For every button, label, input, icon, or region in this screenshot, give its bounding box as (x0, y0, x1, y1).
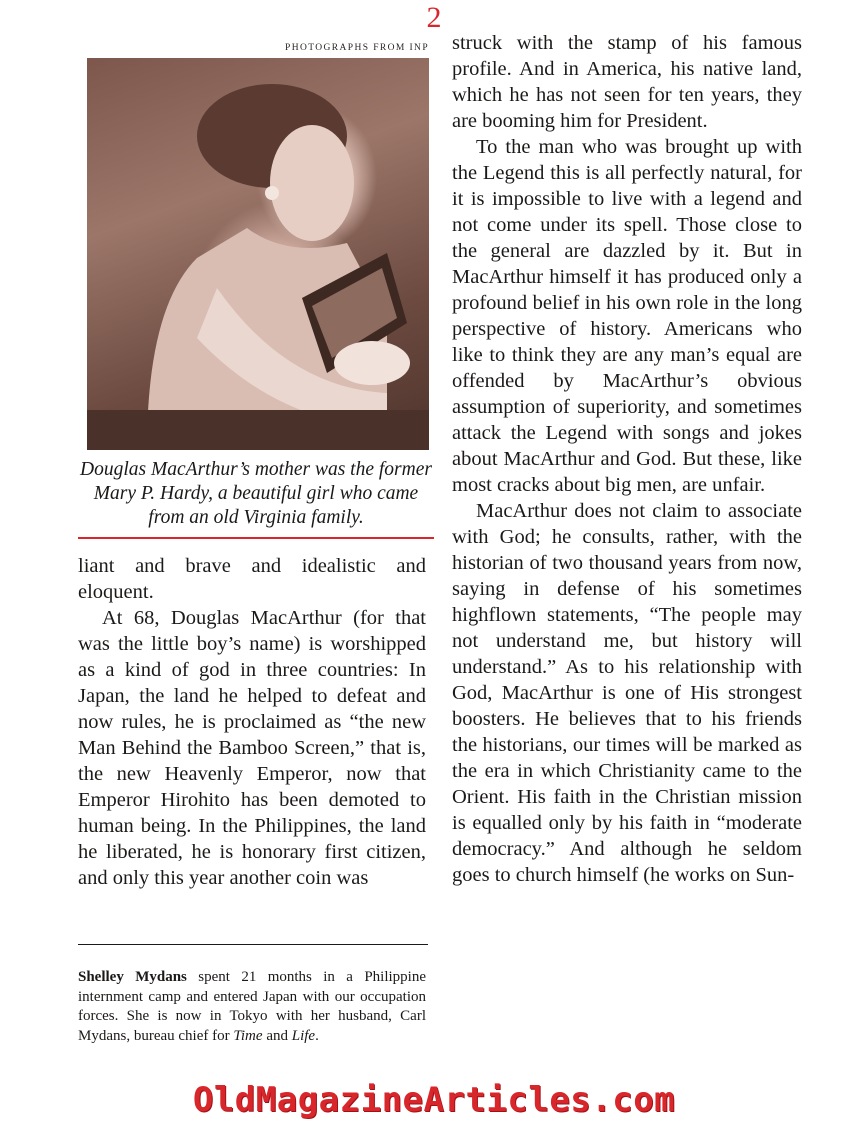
bio-divider (78, 944, 428, 945)
photo-credit: PHOTOGRAPHS FROM INP (285, 43, 429, 53)
bio-author-name: Shelley Mydans (78, 969, 187, 985)
left-paragraph-1: liant and brave and idealistic and eloquent. (78, 555, 426, 603)
bio-publication-2: Life (291, 1027, 316, 1044)
left-column (78, 553, 426, 891)
caption-divider (78, 537, 434, 539)
bio-conjunction: and (262, 1027, 292, 1044)
photo-caption: Douglas MacArthur’s mother was the former Mary P. Hardy, a beautiful girl who came from an old Virginia family. (80, 459, 432, 528)
portrait-photo (87, 58, 429, 450)
bio-text: spent 21 months in a Philippine internment camp and entered Japan with our occupation forces. She is now in Tokyo with her husband, Carl Mydans, bureau chief for (78, 969, 426, 1044)
author-bio (78, 968, 426, 1046)
right-column (452, 30, 802, 888)
bio-publication-1: Time (233, 1027, 263, 1044)
site-watermark: OldMagazineArticles.com (192, 1080, 676, 1120)
right-paragraph-2: To the man who was brought up with the Legend this is all perfectly natural, for it is impossible to live with a legend and not come under its spell. Those close to the general are dazzled by it. But in MacArthur himself it has produced only a profound belief in his own role in the long perspective of history. Americans who like to think they are any man’s equal are offended by MacArthur’s obvious assumption of superiority, and sometimes attack the Legend with songs and jokes about MacArthur and God. But these, like most cracks about big men, are unfair. (452, 136, 802, 496)
bio-end: . (315, 1027, 319, 1044)
right-paragraph-1: struck with the stamp of his famous profile. And in America, his native land, which he has not seen for ten years, they are booming him for President. (452, 32, 802, 132)
page-number: 2 (426, 1, 442, 34)
left-paragraph-2: At 68, Douglas MacArthur (for that was the little boy’s name) is worshipped as a kind of god in three countries: In Japan, the land he helped to defeat and now rules, he is proclaimed as “the new Man Behind the Bamboo Screen,” that is, the new Heavenly Emperor, now that Emperor Hirohito has been demoted to human being. In the Philippines, the land he liberated, he is honorary first citizen, and only this year another coin was (78, 607, 426, 889)
right-paragraph-3: MacArthur does not claim to associate with God; he consults, rather, with the historian of two thousand years from now, saying in defense of his sometimes highflown statements, “The people may not understand me, but history will understand.” As to his relationship with God, MacArthur is one of His strongest boosters. He believes that to his friends the historians, our times will be marked as the era in which Christianity came to the Orient. His faith in the Christian mission is equalled only by his faith in “moderate democracy.” And although he seldom goes to church himself (he works on Sun- (452, 500, 802, 886)
